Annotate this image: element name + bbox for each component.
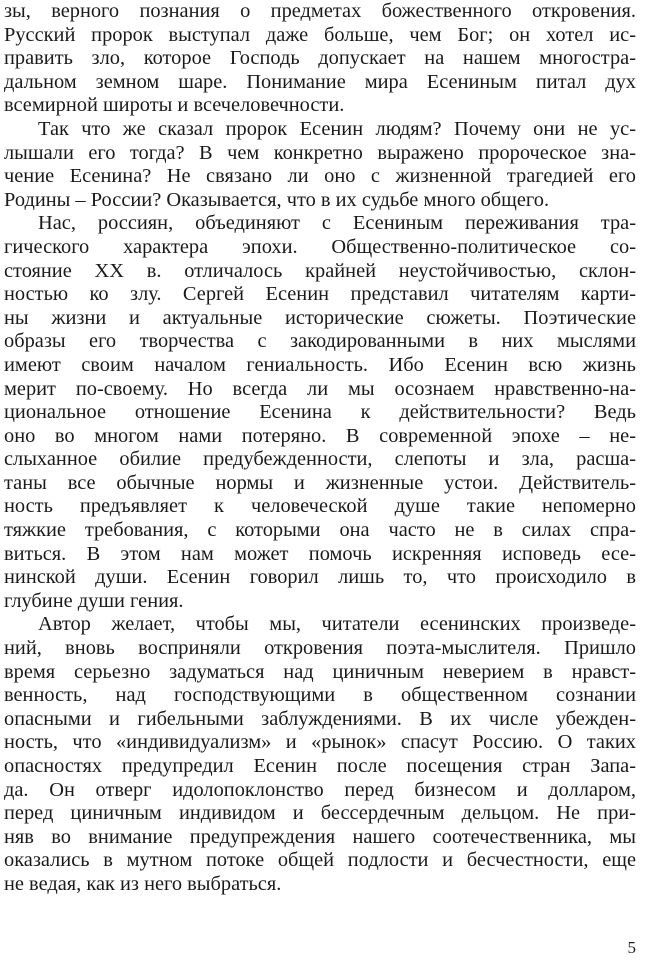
paragraph-2 xyxy=(4,118,636,212)
text-line: Родины – России? Оказывается, что в их судьбе много общего. xyxy=(4,188,550,211)
text-line: стояние XX в. отличалось крайней неустойчивостью, склон- xyxy=(4,259,636,282)
text-line: время серьезно задуматься над циничным неверием в нравст- xyxy=(4,660,636,683)
text-line: дальном земном шаре. Понимание мира Есениным питал дух xyxy=(4,70,636,93)
paragraph-1 xyxy=(4,0,636,118)
text-line: опасностях предупредил Есенин после посещения стран Запа- xyxy=(4,755,636,777)
paragraph-4 xyxy=(4,613,636,896)
text-line: ностью ко злу. Сергей Есенин представил читателям карти- xyxy=(4,283,636,306)
text-line: глубине души гения. xyxy=(4,589,184,612)
text-line: править зло, которое Господь допускает на нашем многостра- xyxy=(4,47,636,70)
text-line: таны все обычные нормы и жизненные устои. Действитель- xyxy=(4,471,636,494)
text-line: перед циничным индивидом и бессердечным дельцом. Не при- xyxy=(4,802,636,825)
text-line: оказались в мутном потоке общей подлости и бесчестности, еще xyxy=(4,849,636,872)
text-line: зы, верного познания о предметах божественного откровения. xyxy=(4,0,636,22)
text-line: нинской души. Есенин говорил лишь то, что происходило в xyxy=(4,566,636,589)
text-line: Русский пророк выступал даже больше, чем Бог; он хотел ис- xyxy=(4,23,636,46)
text-line: тяжкие требования, с которыми она часто не в силах спра- xyxy=(4,519,636,542)
text-line: Так что же сказал пророк Есенин людям? Почему они не ус- xyxy=(38,117,636,140)
text-line: лышали его тогда? В чем конкретно выражено пророческое зна- xyxy=(4,141,636,164)
text-line: ны жизни и актуальные исторические сюжеты. Поэтические xyxy=(4,306,636,329)
text-line: виться. В этом нам может помочь искренняя исповедь есе- xyxy=(4,542,636,565)
text-line: оно во многом нами потеряно. В современной эпохе – не- xyxy=(4,424,636,447)
text-line: ний, вновь восприняли откровения поэта-мыслителя. Пришло xyxy=(4,637,636,660)
text-line: опасными и гибельными заблуждениями. В их числе убежден- xyxy=(4,707,636,730)
text-line: Нас, россиян, объединяют с Есениным переживания тра- xyxy=(38,212,636,235)
text-line: мерит по-своему. Но всегда ли мы осознаем нравственно-на- xyxy=(4,377,636,400)
text-line: слыханное обилие предубежденности, слепоты и зла, расша- xyxy=(4,448,636,471)
text-line: имеют своим началом гениальность. Ибо Есенин всю жизнь xyxy=(4,353,636,376)
text-line: ность, что «индивидуализм» и «рынок» спасут Россию. О таких xyxy=(4,731,636,754)
page-number: 5 xyxy=(627,938,636,957)
text-line: гического характера эпохи. Общественно-политическое со- xyxy=(4,235,636,258)
text-line: всемирной широты и всечеловечности. xyxy=(4,94,345,117)
text-line: циональное отношение Есенина к действительности? Ведь xyxy=(4,401,636,424)
paragraph-3 xyxy=(4,212,636,613)
text-line: венность, над господствующими в общественном сознании xyxy=(4,684,636,707)
text-line: чение Есенина? Не связано ли оно с жизненной трагедией его xyxy=(4,165,636,188)
text-line: Автор желает, чтобы мы, читатели есенинских произведе- xyxy=(38,613,636,636)
text-line: да. Он отверг идолопоклонство перед бизнесом и долларом, xyxy=(4,778,636,801)
text-line: не ведая, как из него выбраться. xyxy=(4,872,282,895)
text-line: ность предъявляет к человеческой душе такие непомерно xyxy=(4,495,636,518)
text-line: образы его творчества с закодированными в них мыслями xyxy=(4,330,636,353)
text-line: няв во внимание предупреждения нашего соотечественника, мы xyxy=(4,825,636,848)
page-body xyxy=(4,0,636,897)
